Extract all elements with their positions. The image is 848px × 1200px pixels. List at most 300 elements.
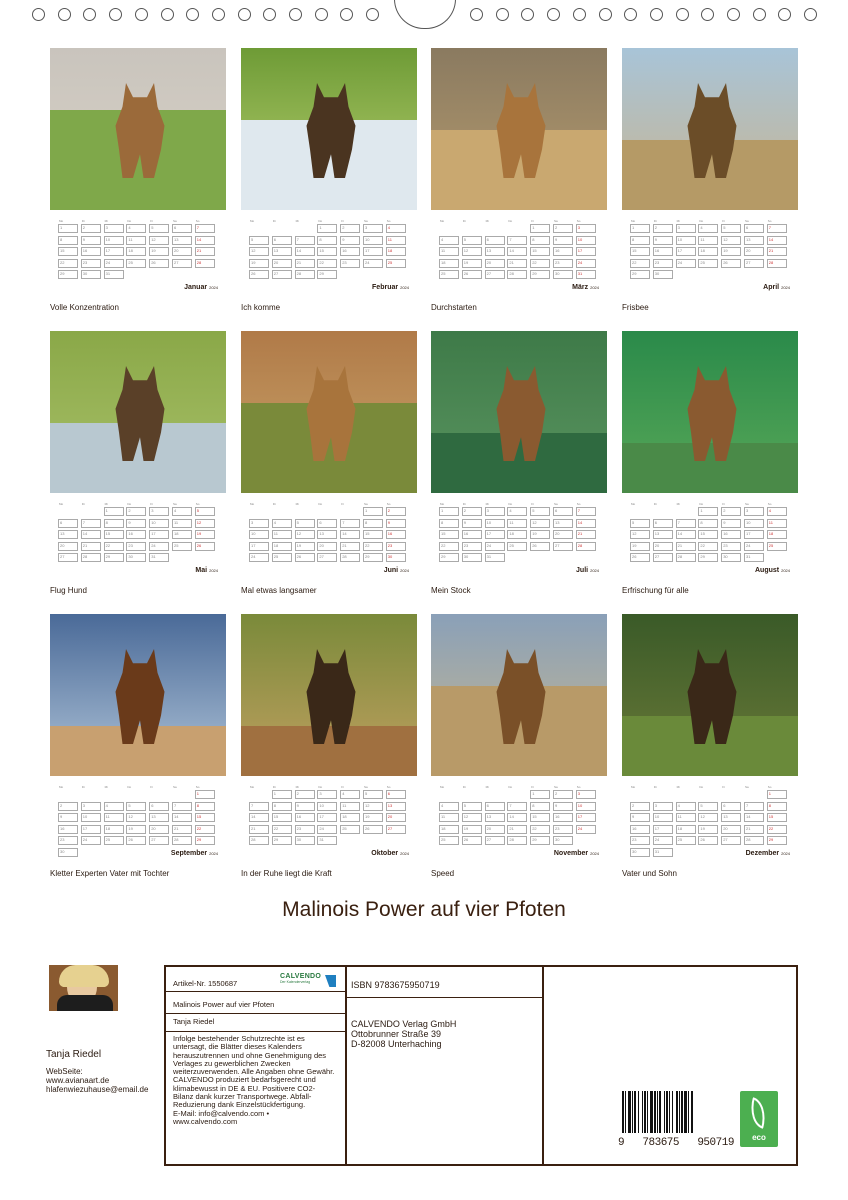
binding-hole bbox=[778, 8, 791, 21]
day-cell: 19 bbox=[630, 542, 650, 551]
weekday-label: Mi bbox=[485, 785, 489, 789]
day-cell: 15 bbox=[698, 530, 718, 539]
barcode-bar bbox=[672, 1091, 673, 1133]
day-cell: 29 bbox=[195, 836, 215, 845]
day-cell: 2 bbox=[386, 507, 406, 516]
day-cell: 30 bbox=[81, 270, 101, 279]
calendar-title: Malinois Power auf vier Pfoten bbox=[282, 898, 566, 921]
day-cell: 29 bbox=[58, 270, 78, 279]
day-cell: 7 bbox=[507, 802, 527, 811]
month-name-text: Oktober bbox=[371, 850, 399, 857]
day-cell: 5 bbox=[363, 790, 383, 799]
day-cell: 22 bbox=[530, 825, 550, 834]
day-cell: 17 bbox=[576, 813, 596, 822]
day-cell: 21 bbox=[676, 542, 696, 551]
day-cell: 26 bbox=[195, 542, 215, 551]
day-cell: 8 bbox=[195, 802, 215, 811]
day-cell: 27 bbox=[485, 270, 505, 279]
day-cell: 20 bbox=[386, 813, 406, 822]
day-cell: 15 bbox=[630, 247, 650, 256]
weekday-label: Mo bbox=[440, 219, 445, 223]
day-cell: 4 bbox=[340, 790, 360, 799]
day-cell: 15 bbox=[58, 247, 78, 256]
day-cell: 19 bbox=[249, 259, 269, 268]
day-cell: 17 bbox=[363, 247, 383, 256]
day-cell: 29 bbox=[698, 553, 718, 562]
day-cell: 26 bbox=[249, 270, 269, 279]
day-cell: 16 bbox=[81, 247, 101, 256]
calvendo-logo bbox=[280, 973, 340, 989]
binding-hole bbox=[676, 8, 689, 21]
day-cell: 7 bbox=[576, 507, 596, 516]
day-cell: 16 bbox=[295, 813, 315, 822]
binding-hole bbox=[599, 8, 612, 21]
day-cell: 2 bbox=[81, 224, 101, 233]
month-caption: Erfrischung für alle bbox=[622, 586, 689, 595]
day-cell: 25 bbox=[104, 836, 124, 845]
day-cell: 27 bbox=[485, 836, 505, 845]
month-year: 2024 bbox=[590, 851, 599, 856]
day-cell: 1 bbox=[630, 224, 650, 233]
day-cell: 13 bbox=[653, 530, 673, 539]
day-cell: 16 bbox=[462, 530, 482, 539]
barcode-bar bbox=[688, 1091, 689, 1133]
imprint-divider-2 bbox=[166, 1031, 345, 1032]
day-cell: 21 bbox=[295, 259, 315, 268]
author-email: hlafenwiezuhause@email.de bbox=[46, 1085, 149, 1094]
day-cell: 31 bbox=[317, 836, 337, 845]
weekday-label: Sa bbox=[745, 785, 749, 789]
month-caption: Vater und Sohn bbox=[622, 869, 678, 878]
day-cell: 9 bbox=[386, 519, 406, 528]
day-cell: 18 bbox=[439, 825, 459, 834]
day-cell: 5 bbox=[149, 224, 169, 233]
month-year: 2024 bbox=[400, 851, 409, 856]
weekday-label: Fr bbox=[722, 219, 726, 223]
month-name bbox=[371, 850, 409, 857]
day-cell: 25 bbox=[340, 825, 360, 834]
day-cell: 13 bbox=[744, 236, 764, 245]
weekday-label: Mi bbox=[104, 219, 108, 223]
day-cell: 25 bbox=[386, 259, 406, 268]
day-cell: 4 bbox=[676, 802, 696, 811]
month-photo bbox=[431, 331, 607, 493]
month-name bbox=[572, 284, 599, 291]
day-cell: 10 bbox=[81, 813, 101, 822]
weekday-label: Di bbox=[272, 502, 276, 506]
month-caption: In der Ruhe liegt die Kraft bbox=[241, 869, 332, 878]
month-year: 2024 bbox=[209, 285, 218, 290]
day-cell: 20 bbox=[653, 542, 673, 551]
day-cell: 23 bbox=[81, 259, 101, 268]
day-cell: 11 bbox=[698, 236, 718, 245]
day-cell: 27 bbox=[553, 542, 573, 551]
weekday-label: Sa bbox=[364, 219, 368, 223]
binding-hole bbox=[366, 8, 379, 21]
day-cell: 2 bbox=[653, 224, 673, 233]
day-cell: 11 bbox=[439, 813, 459, 822]
weekday-label: Fr bbox=[150, 502, 154, 506]
day-cell: 17 bbox=[81, 825, 101, 834]
weekday-label: Do bbox=[127, 219, 132, 223]
day-cell: 24 bbox=[653, 836, 673, 845]
day-cell: 28 bbox=[507, 836, 527, 845]
barcode-bar bbox=[676, 1091, 678, 1133]
binding-hole bbox=[701, 8, 714, 21]
day-cell: 16 bbox=[553, 813, 573, 822]
day-cell: 23 bbox=[721, 542, 741, 551]
weekday-label: So bbox=[576, 785, 581, 789]
day-cell: 8 bbox=[58, 236, 78, 245]
day-cell: 30 bbox=[386, 553, 406, 562]
day-cell: 24 bbox=[363, 259, 383, 268]
day-cell: 22 bbox=[767, 825, 787, 834]
day-cell: 22 bbox=[363, 542, 383, 551]
day-cell: 11 bbox=[386, 236, 406, 245]
day-cell: 21 bbox=[340, 542, 360, 551]
binding-hole bbox=[32, 8, 45, 21]
barcode-bar bbox=[628, 1091, 631, 1133]
day-cell: 12 bbox=[698, 813, 718, 822]
weekday-label: Sa bbox=[364, 785, 368, 789]
day-cell: 2 bbox=[295, 790, 315, 799]
day-cell: 17 bbox=[653, 825, 673, 834]
weekday-label: Do bbox=[318, 219, 323, 223]
day-cell: 5 bbox=[462, 236, 482, 245]
weekday-label: Fr bbox=[150, 785, 154, 789]
day-cell: 30 bbox=[653, 270, 673, 279]
weekday-label: Sa bbox=[554, 785, 558, 789]
day-cell: 11 bbox=[272, 530, 292, 539]
day-cell: 16 bbox=[386, 530, 406, 539]
day-cell: 4 bbox=[439, 236, 459, 245]
day-cell: 28 bbox=[172, 836, 192, 845]
day-cell: 8 bbox=[767, 802, 787, 811]
barcode-bar bbox=[647, 1091, 648, 1133]
day-cell: 19 bbox=[462, 259, 482, 268]
day-cell: 8 bbox=[439, 519, 459, 528]
day-cell: 7 bbox=[249, 802, 269, 811]
day-cell: 11 bbox=[104, 813, 124, 822]
day-cell: 26 bbox=[462, 270, 482, 279]
day-cell: 2 bbox=[630, 802, 650, 811]
month-name-text: Juni bbox=[383, 567, 399, 574]
day-cell: 13 bbox=[721, 813, 741, 822]
weekday-label: Do bbox=[508, 219, 513, 223]
weekday-label: Sa bbox=[554, 219, 558, 223]
day-cell: 10 bbox=[249, 530, 269, 539]
day-cell: 20 bbox=[317, 542, 337, 551]
weekday-label: Sa bbox=[173, 502, 177, 506]
day-cell: 13 bbox=[272, 247, 292, 256]
month-name bbox=[184, 284, 218, 291]
month-photo bbox=[50, 48, 226, 210]
day-cell: 1 bbox=[195, 790, 215, 799]
weekday-label: So bbox=[195, 785, 200, 789]
weekday-label: Do bbox=[127, 785, 132, 789]
day-cell: 22 bbox=[195, 825, 215, 834]
day-cell: 30 bbox=[462, 553, 482, 562]
day-cell: 11 bbox=[340, 802, 360, 811]
month-name bbox=[763, 284, 790, 291]
day-cell: 4 bbox=[386, 224, 406, 233]
day-cell: 13 bbox=[386, 802, 406, 811]
day-cell: 15 bbox=[363, 530, 383, 539]
day-cell: 20 bbox=[172, 247, 192, 256]
weekday-label: Di bbox=[653, 502, 657, 506]
day-cell: 29 bbox=[272, 836, 292, 845]
day-cell: 6 bbox=[317, 519, 337, 528]
month-photo bbox=[50, 331, 226, 493]
month-11 bbox=[431, 614, 607, 884]
day-cell: 14 bbox=[295, 247, 315, 256]
day-cell: 21 bbox=[172, 825, 192, 834]
day-cell: 18 bbox=[676, 825, 696, 834]
day-cell: 29 bbox=[630, 270, 650, 279]
day-cell: 14 bbox=[507, 813, 527, 822]
day-cell: 22 bbox=[317, 259, 337, 268]
day-cell: 6 bbox=[721, 802, 741, 811]
day-cell: 15 bbox=[530, 247, 550, 256]
calvendo-logo-text: CALVENDO bbox=[280, 973, 322, 980]
weekday-label: Mo bbox=[250, 502, 255, 506]
weekday-label: Di bbox=[462, 502, 466, 506]
weekday-label: Mi bbox=[295, 502, 299, 506]
barcode-bar bbox=[622, 1091, 624, 1133]
day-cell: 30 bbox=[126, 553, 146, 562]
day-cell: 27 bbox=[653, 553, 673, 562]
day-cell: 9 bbox=[81, 236, 101, 245]
day-cell: 21 bbox=[195, 247, 215, 256]
day-cell: 10 bbox=[576, 802, 596, 811]
day-cell: 7 bbox=[767, 224, 787, 233]
day-cell: 29 bbox=[530, 270, 550, 279]
day-cell: 14 bbox=[195, 236, 215, 245]
month-year: 2024 bbox=[781, 851, 790, 856]
binding-hole bbox=[109, 8, 122, 21]
imprint-col-3 bbox=[544, 967, 796, 1164]
barcode-bar bbox=[681, 1091, 683, 1133]
day-cell: 6 bbox=[485, 236, 505, 245]
binding-hole bbox=[624, 8, 637, 21]
weekday-label: Di bbox=[81, 502, 85, 506]
month-name-text: Juli bbox=[576, 567, 589, 574]
day-cell: 28 bbox=[507, 270, 527, 279]
day-cell: 9 bbox=[653, 236, 673, 245]
day-cell: 10 bbox=[149, 519, 169, 528]
day-cell: 22 bbox=[272, 825, 292, 834]
binding-hole bbox=[315, 8, 328, 21]
weekday-label: Di bbox=[462, 219, 466, 223]
day-cell: 31 bbox=[485, 553, 505, 562]
day-cell: 1 bbox=[104, 507, 124, 516]
day-cell: 24 bbox=[317, 825, 337, 834]
month-name bbox=[576, 567, 599, 574]
month-3 bbox=[431, 48, 607, 318]
day-cell: 31 bbox=[104, 270, 124, 279]
barcode-bar bbox=[644, 1091, 646, 1133]
day-cell: 18 bbox=[272, 542, 292, 551]
day-cell: 31 bbox=[149, 553, 169, 562]
day-cell: 18 bbox=[386, 247, 406, 256]
month-name bbox=[195, 567, 218, 574]
weekday-label: Fr bbox=[531, 219, 535, 223]
weekday-label: Do bbox=[318, 785, 323, 789]
day-cell: 4 bbox=[767, 507, 787, 516]
binding-hole bbox=[135, 8, 148, 21]
day-cell: 4 bbox=[172, 507, 192, 516]
binding-hole bbox=[470, 8, 483, 21]
day-cell: 6 bbox=[485, 802, 505, 811]
weekday-label: Di bbox=[272, 785, 276, 789]
day-cell: 15 bbox=[530, 813, 550, 822]
day-cell: 17 bbox=[576, 247, 596, 256]
day-cell: 13 bbox=[58, 530, 78, 539]
publisher-address bbox=[351, 1019, 456, 1049]
binding-hole bbox=[727, 8, 740, 21]
day-cell: 27 bbox=[386, 825, 406, 834]
day-cell: 20 bbox=[553, 530, 573, 539]
day-cell: 29 bbox=[363, 553, 383, 562]
day-cell: 23 bbox=[653, 259, 673, 268]
day-cell: 3 bbox=[485, 507, 505, 516]
day-cell: 19 bbox=[295, 542, 315, 551]
eco-notice: CALVENDO produziert bedarfsgerecht und klimabewusst in DE & EU. Positivere CO2-Bilanz dank kurzer Transportwege. Abfall-Reduzierung dank Einzelstückfertigung. bbox=[173, 1075, 316, 1110]
day-cell: 20 bbox=[58, 542, 78, 551]
day-cell: 10 bbox=[104, 236, 124, 245]
day-cell: 9 bbox=[630, 813, 650, 822]
day-cell: 6 bbox=[553, 507, 573, 516]
day-cell: 1 bbox=[58, 224, 78, 233]
month-caption: Mein Stock bbox=[431, 586, 471, 595]
weekday-label: Mi bbox=[104, 785, 108, 789]
day-cell: 12 bbox=[530, 519, 550, 528]
day-cell: 8 bbox=[272, 802, 292, 811]
month-name-text: Januar bbox=[184, 284, 208, 291]
day-cell: 15 bbox=[195, 813, 215, 822]
day-cell: 8 bbox=[630, 236, 650, 245]
day-cell: 30 bbox=[721, 553, 741, 562]
weekday-label: Sa bbox=[173, 785, 177, 789]
day-cell: 5 bbox=[295, 519, 315, 528]
day-cell: 30 bbox=[630, 848, 650, 857]
day-cell: 10 bbox=[744, 519, 764, 528]
weekday-label: Mo bbox=[250, 219, 255, 223]
weekday-label: Di bbox=[81, 219, 85, 223]
day-cell: 26 bbox=[295, 553, 315, 562]
day-cell: 4 bbox=[272, 519, 292, 528]
day-cell: 22 bbox=[104, 542, 124, 551]
day-cell: 2 bbox=[553, 224, 573, 233]
weekday-label: Sa bbox=[554, 502, 558, 506]
month-photo bbox=[431, 614, 607, 776]
day-cell: 14 bbox=[767, 236, 787, 245]
day-cell: 18 bbox=[439, 259, 459, 268]
day-cell: 27 bbox=[58, 553, 78, 562]
weekday-label: So bbox=[386, 219, 391, 223]
day-cell: 25 bbox=[507, 542, 527, 551]
day-cell: 6 bbox=[272, 236, 292, 245]
day-cell: 16 bbox=[653, 247, 673, 256]
day-cell: 20 bbox=[485, 259, 505, 268]
month-year: 2024 bbox=[781, 568, 790, 573]
day-cell: 9 bbox=[553, 802, 573, 811]
day-cell: 6 bbox=[744, 224, 764, 233]
day-cell: 7 bbox=[195, 224, 215, 233]
day-cell: 23 bbox=[462, 542, 482, 551]
day-cell: 4 bbox=[104, 802, 124, 811]
day-cell: 9 bbox=[295, 802, 315, 811]
weekday-label: Sa bbox=[745, 219, 749, 223]
month-5 bbox=[50, 331, 226, 601]
legal-notice: Infolge bestehender Schutzrechte ist es untersagt, die Blätter dieses Kalenders herauszutrennen und ohne Genehmigung des Verlages zu gewerblichen Zwecken weiterzuverwenden. Alle Angaben ohne Gewähr. bbox=[173, 1034, 335, 1077]
day-cell: 28 bbox=[340, 553, 360, 562]
day-cell: 3 bbox=[363, 224, 383, 233]
day-cell: 28 bbox=[767, 259, 787, 268]
month-caption: Flug Hund bbox=[50, 586, 87, 595]
day-cell: 16 bbox=[340, 247, 360, 256]
day-cell: 8 bbox=[363, 519, 383, 528]
month-photo bbox=[241, 614, 417, 776]
day-cell: 25 bbox=[272, 553, 292, 562]
day-cell: 27 bbox=[272, 270, 292, 279]
day-cell: 10 bbox=[317, 802, 337, 811]
day-cell: 26 bbox=[721, 259, 741, 268]
month-12 bbox=[622, 614, 798, 884]
day-cell: 12 bbox=[630, 530, 650, 539]
author-photo bbox=[49, 965, 118, 1011]
binding-hole bbox=[753, 8, 766, 21]
binding-hole bbox=[212, 8, 225, 21]
day-cell: 6 bbox=[386, 790, 406, 799]
day-cell: 17 bbox=[149, 530, 169, 539]
day-cell: 27 bbox=[744, 259, 764, 268]
contact-notice: E-Mail: info@calvendo.com • www.calvendo.com bbox=[173, 1108, 270, 1126]
weekday-label: So bbox=[195, 219, 200, 223]
day-cell: 3 bbox=[576, 224, 596, 233]
day-cell: 15 bbox=[439, 530, 459, 539]
month-1 bbox=[50, 48, 226, 318]
month-name-text: August bbox=[754, 567, 780, 574]
binding-hole bbox=[804, 8, 817, 21]
month-9 bbox=[50, 614, 226, 884]
day-cell: 31 bbox=[744, 553, 764, 562]
publisher-city: D-82008 Unterhaching bbox=[351, 1039, 442, 1049]
day-cell: 8 bbox=[530, 236, 550, 245]
day-cell: 26 bbox=[462, 836, 482, 845]
day-cell: 2 bbox=[721, 507, 741, 516]
day-cell: 16 bbox=[553, 247, 573, 256]
day-cell: 22 bbox=[698, 542, 718, 551]
day-cell: 24 bbox=[576, 259, 596, 268]
day-cell: 14 bbox=[507, 247, 527, 256]
day-cell: 13 bbox=[149, 813, 169, 822]
day-cell: 23 bbox=[553, 825, 573, 834]
day-cell: 7 bbox=[676, 519, 696, 528]
day-cell: 23 bbox=[340, 259, 360, 268]
barcode-bar bbox=[654, 1091, 656, 1133]
day-cell: 14 bbox=[249, 813, 269, 822]
day-cell: 15 bbox=[317, 247, 337, 256]
day-cell: 20 bbox=[721, 825, 741, 834]
day-cell: 1 bbox=[439, 507, 459, 516]
weekday-label: Mo bbox=[631, 219, 636, 223]
weekday-label: Sa bbox=[173, 219, 177, 223]
day-cell: 25 bbox=[126, 259, 146, 268]
day-cell: 17 bbox=[317, 813, 337, 822]
day-cell: 11 bbox=[172, 519, 192, 528]
day-cell: 17 bbox=[676, 247, 696, 256]
